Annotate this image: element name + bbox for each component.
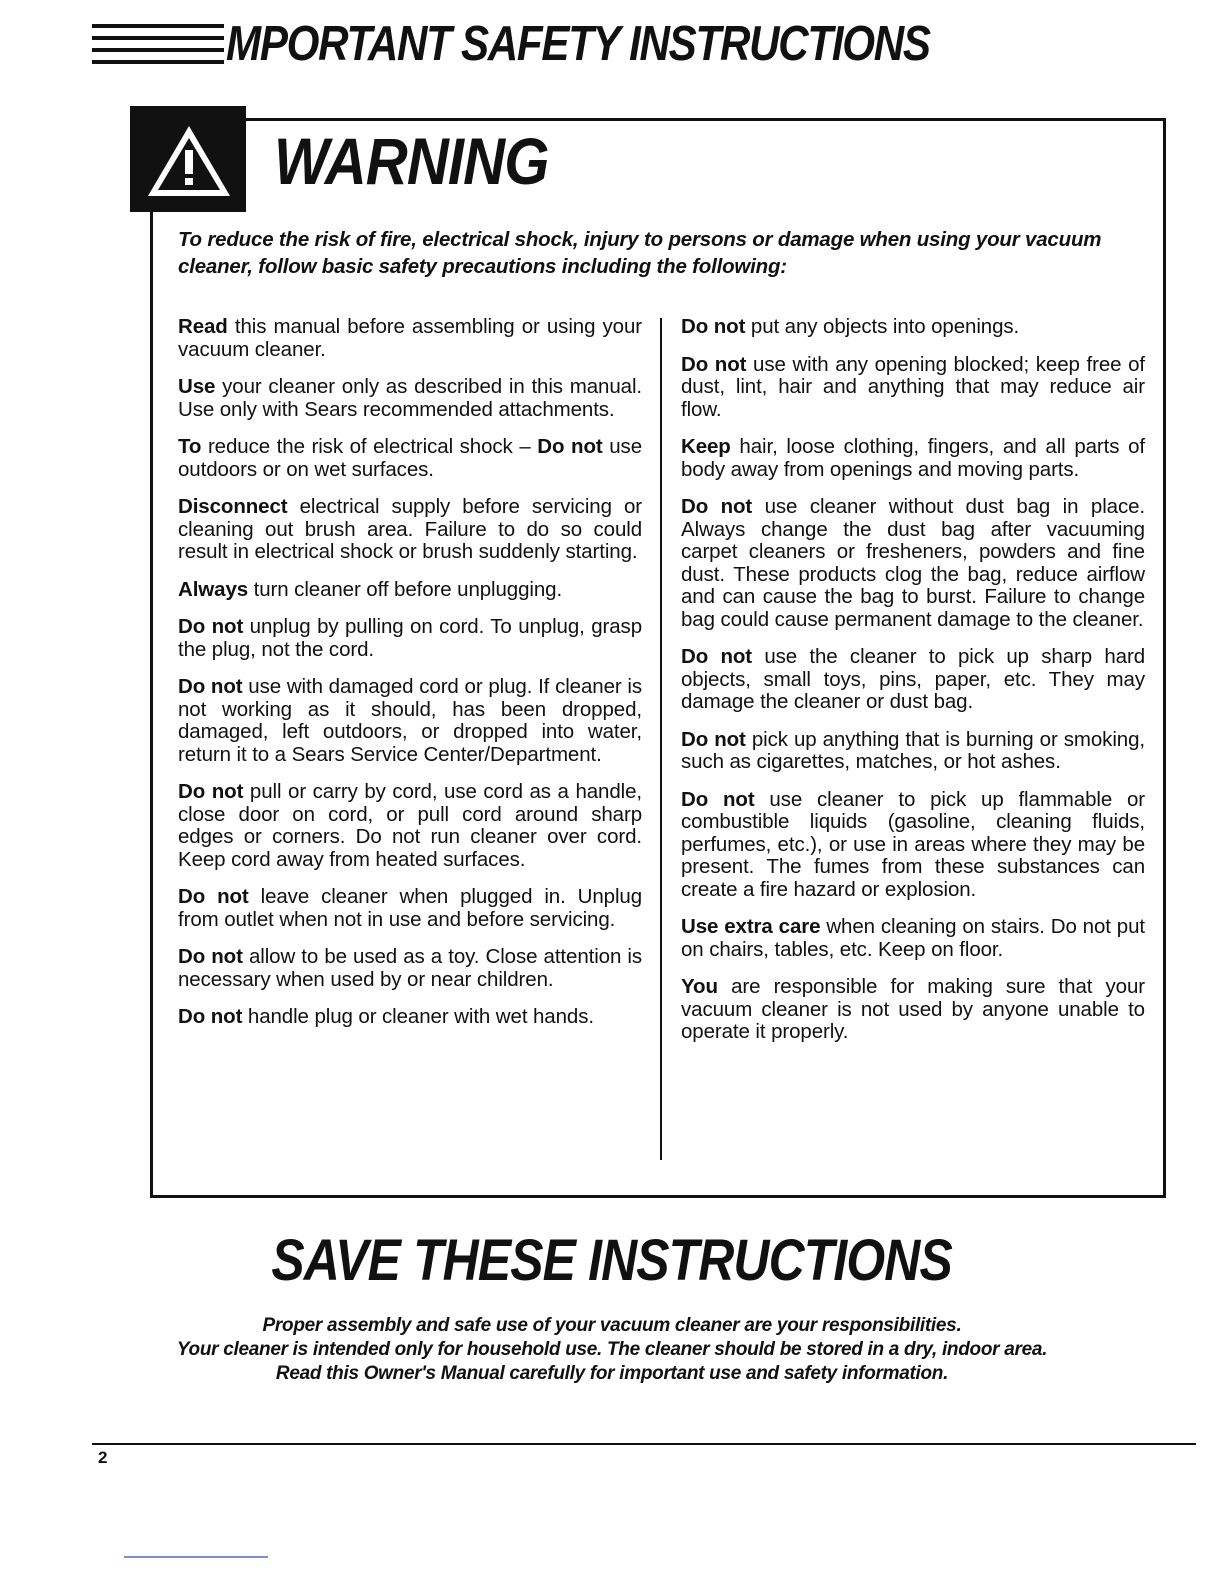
safety-item xyxy=(178,1006,642,1029)
right-column xyxy=(681,316,1145,1059)
safety-item xyxy=(681,646,1145,714)
safety-item xyxy=(178,316,642,361)
safety-item xyxy=(178,496,642,564)
left-column xyxy=(178,316,642,1044)
safety-item-lead: Do not xyxy=(178,885,249,908)
safety-item-lead: Do not xyxy=(178,615,244,638)
safety-item-text: your cleaner only as described in this manual. Use only with Sears recommended attachments. xyxy=(178,375,642,421)
safety-item-text: are responsible for making sure that your vacuum cleaner is not used by anyone unable to operate it properly. xyxy=(681,975,1145,1043)
safety-item-lead: Disconnect xyxy=(178,495,288,518)
safety-item xyxy=(178,886,642,931)
column-divider xyxy=(660,318,662,1160)
safety-item xyxy=(681,354,1145,422)
save-title-text: SAVE THESE INSTRUCTIONS xyxy=(271,1228,953,1293)
safety-item-text: allow to be used as a toy. Close attention is necessary when used by or near children. xyxy=(178,945,642,991)
safety-item-lead: You xyxy=(681,975,718,998)
safety-item xyxy=(681,976,1145,1044)
warning-title: WARNING xyxy=(274,124,549,198)
safety-item-text: use cleaner without dust bag in place. Always change the dust bag after vacuuming carpet cleaners or fresheners, powders and fine dust. These products clog the bag, reduce airflow and can cause the bag to burst. Failure to change bag could cause permanent damage to the cleaner. xyxy=(681,495,1145,631)
safety-item xyxy=(178,436,642,481)
page-title: MPORTANT SAFETY INSTRUCTIONS xyxy=(226,16,930,71)
page-number: 2 xyxy=(98,1448,108,1467)
footer-notes xyxy=(0,1314,1224,1386)
safety-item-text: this manual before assembling or using your vacuum cleaner. xyxy=(178,315,642,361)
safety-item xyxy=(178,676,642,766)
safety-item-lead: Do not xyxy=(178,675,243,698)
scan-mark xyxy=(124,1556,268,1558)
safety-item xyxy=(681,916,1145,961)
safety-item-text: electrical supply before servicing or cleaning out brush area. Failure to do so could result in electrical shock or brush suddenly starting. xyxy=(178,495,642,563)
header-rule-lines xyxy=(92,24,224,64)
footer-note: Proper assembly and safe use of your vacuum cleaner are your responsibilities. xyxy=(262,1315,962,1336)
safety-item-lead: Do not xyxy=(681,787,755,811)
safety-item-text: use outdoors or on wet surfaces. xyxy=(178,435,642,481)
safety-item xyxy=(681,729,1145,774)
safety-item-text: when cleaning on stairs. Do not put on chairs, tables, etc. Keep on floor. xyxy=(681,915,1145,961)
safety-item xyxy=(681,789,1145,902)
safety-item xyxy=(681,436,1145,481)
warning-triangle-icon xyxy=(130,106,246,212)
safety-item-text: unplug by pulling on cord. To unplug, grasp the plug, not the cord. xyxy=(178,615,642,661)
safety-item-lead: Do not xyxy=(178,780,244,803)
safety-item-text: pull or carry by cord, use cord as a handle, close door on cord, or pull cord around sharp edges or corners. Do not run cleaner over cord. Keep cord away from heated surfaces. xyxy=(178,780,642,871)
safety-item xyxy=(681,316,1145,339)
safety-item-lead: Always xyxy=(178,577,249,601)
safety-item-lead: Keep xyxy=(681,435,731,458)
footer-note: Read this Owner's Manual carefully for important use and safety information. xyxy=(275,1363,949,1384)
save-instructions-title xyxy=(0,1228,1224,1293)
safety-item-text: reduce the risk of electrical shock – xyxy=(201,435,538,458)
safety-item-text: pick up anything that is burning or smoking, such as cigarettes, matches, or hot ashes. xyxy=(681,727,1145,773)
safety-item xyxy=(178,946,642,991)
safety-item-text: put any objects into openings. xyxy=(745,315,1020,338)
safety-item-lead: Read xyxy=(178,315,228,338)
safety-item-lead: Do not xyxy=(681,352,747,376)
page-header xyxy=(92,14,1092,74)
safety-item-lead: Use extra care xyxy=(681,915,821,938)
safety-item-text: use cleaner to pick up flammable or combustible liquids (gasoline, cleaning fluids, perfumes, etc.), or use in areas where they may be present. The fumes from these substances can create a fire hazard or explosion. xyxy=(681,787,1145,901)
safety-item xyxy=(178,376,642,421)
safety-item-text: leave cleaner when plugged in. Unplug from outlet when not in use and before servicing. xyxy=(178,885,642,931)
safety-item-lead: Do not xyxy=(178,945,243,968)
safety-columns xyxy=(178,316,1148,1166)
safety-item xyxy=(681,496,1145,631)
safety-item-text: turn cleaner off before unplugging. xyxy=(248,577,563,601)
bottom-rule xyxy=(92,1443,1196,1445)
safety-item-text: use with damaged cord or plug. If cleaner is not working as it should, has been dropped, damaged, left outdoors, or dropped into water, return it to a Sears Service Center/Department. xyxy=(178,675,643,766)
safety-item-text: use the cleaner to pick up sharp hard objects, small toys, pins, paper, etc. They may damage the cleaner or dust bag. xyxy=(681,645,1145,713)
safety-item-text: handle plug or cleaner with wet hands. xyxy=(242,1005,594,1028)
safety-item xyxy=(178,616,642,661)
safety-item-lead: To xyxy=(178,435,202,458)
safety-item-lead: Do not xyxy=(537,435,603,458)
safety-item xyxy=(178,579,642,602)
safety-item-text: use with any opening blocked; keep free of dust, lint, hair and anything that may reduce air flow. xyxy=(681,352,1146,421)
safety-item xyxy=(178,781,642,871)
safety-item-lead: Do not xyxy=(681,315,746,338)
footer-note: Your cleaner is intended only for household use. The cleaner should be stored in a dry, indoor area. xyxy=(176,1339,1048,1360)
safety-item-lead: Do not xyxy=(681,727,746,751)
safety-item-lead: Do not xyxy=(681,495,753,518)
warning-intro: To reduce the risk of fire, electrical shock, injury to persons or damage when using your vacuum cleaner, follow basic safety precautions including the following: xyxy=(178,228,1102,278)
safety-item-lead: Do not xyxy=(681,645,753,668)
safety-item-text: hair, loose clothing, fingers, and all parts of body away from openings and moving parts. xyxy=(681,435,1145,481)
safety-item-lead: Use xyxy=(178,375,216,398)
safety-item-lead: Do not xyxy=(178,1005,243,1028)
